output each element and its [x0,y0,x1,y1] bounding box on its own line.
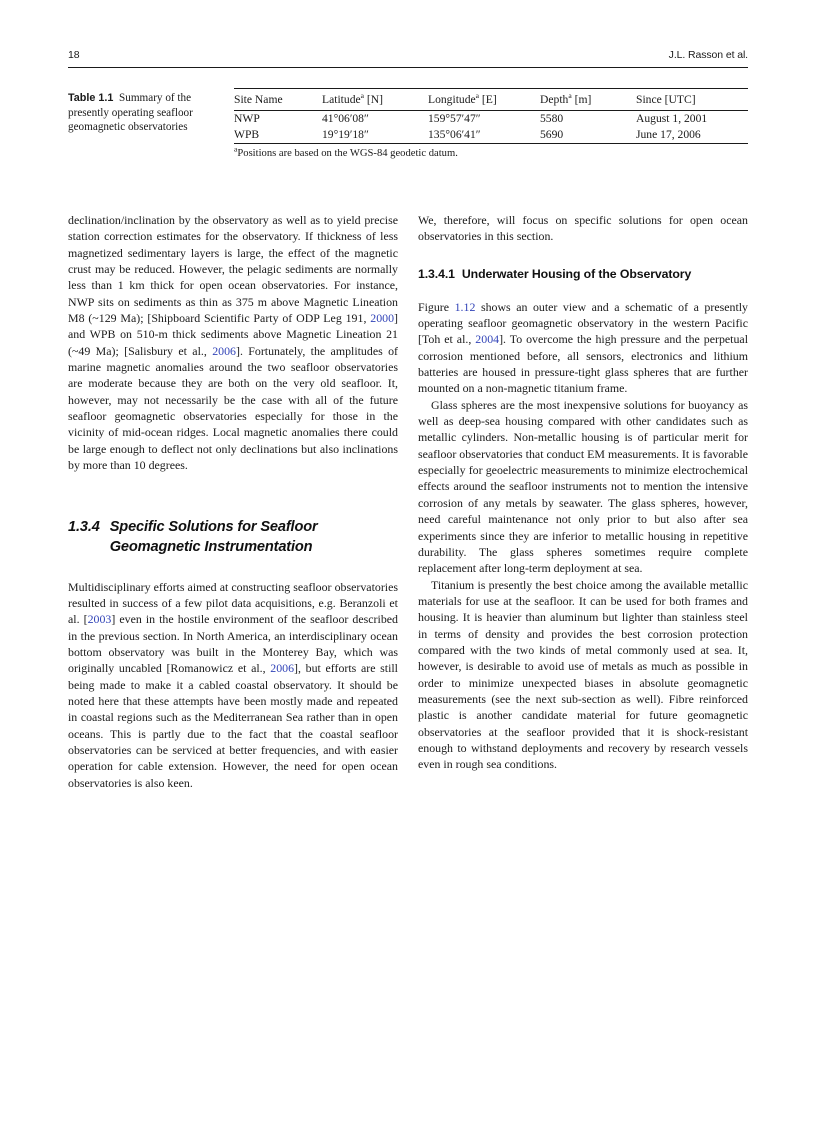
section-heading-1-3-4 [68,517,398,557]
cell-site-name: NWP [234,112,260,126]
citation-link-2003[interactable]: 2003 [87,612,112,627]
col-header-longitude: Longitude$^a$ [E] [428,90,497,106]
paragraph-glass-spheres: Glass spheres are the most inexpensive solutions for buoyancy as well as deep-sea housing compared with other candidates such as metallic cylinders. Non-metallic housing is of particular merit for seafloor observatories that conduct EM measurements. It is favorable especially for geoelectric measurements to minimize electrochemical effects around the seafloor instruments not to mention the intensive corrosion of any metals by seawater. The glass spheres, however, need careful maintenance not only prior to but also after sea experiments since they are inferior to metallic housing in repetitive durability. The glass spheres sometimes require complete replacement after long-term deployment at sea. [418,397,748,576]
table-row [234,127,748,143]
table-header-row [234,89,748,111]
subsection-number: 1.3.4.1 [418,266,455,281]
cell-latitude: 41°06′08″ [322,112,369,126]
footnote-marker-a: a [475,90,480,100]
section-number: 1.3.4 [68,518,100,535]
paragraph-titanium: Titanium is presently the best choice among the available metallic materials for use at the seafloor. It can be used for both frames and housing. It is heavier than aluminum but lighter than stainless steel in terms of density and provides the best corrosion protection compared with the two kinds of metal commonly used at sea. It, however, is desirable to avoid use of metals as much as possible in order to minimize unexpected biases in absolute geomagnetic measurements (see the next sub-section as well). Fibre reinforced plastic is another candidate material for future geomagnetic observatories at the seafloor provided that it is shock-resistant enough to withstand deployments and recovery by research vessels even in rough sea conditions. [418,577,748,772]
cell-latitude: 19°19′18″ [322,128,369,142]
section-title: Specific Solutions for Seafloor Geomagnetic Instrumentation [109,518,318,555]
table-body [234,110,748,143]
citation-link-2004[interactable]: 2004 [475,332,500,347]
paragraph-multidisciplinary: Multidisciplinary efforts aimed at constructing seafloor observatories resulted in success of a few pilot data acquisitions, e.g. Beranzoli et al. [2003] even in the hostile environment of the seafloor described in the previous section. In North America, an interdisciplinary ocean bottom observatory was built in the Monterey Bay, which was originally uncabled [Romanowicz et al., 2006], but efforts are still being made to make it a cabled coastal observatory. It should be noted here that these attempts have been mostly made and repeated in coastal regions such as the Mediterranean Sea rather than in open oceans. This is partly due to the fact that the coastal seafloor observatories can be serviced at better frequencies, and with easier operation for cable extension. However, the need for open ocean observatories is also keen. [68,579,398,790]
table-caption [68,91,220,135]
subsection-title: Underwater Housing of the Observatory [461,266,692,281]
spacer [68,474,398,517]
paragraph-we-therefore: We, therefore, will focus on specific solutions for open ocean observatories in this section. [418,213,748,244]
table-head [234,89,748,111]
running-head-rule [68,67,748,68]
cell-longitude: 135°06′41″ [428,128,481,142]
body-column-right [418,212,748,773]
running-head-authors: J.L. Rasson et al. [668,49,748,61]
table-caption-text: Summary of the presently operating seafloor geomagnetic observatories [68,92,193,134]
cell-site-name: WPB [234,128,260,142]
table-row [234,110,748,127]
table-caption-label: Table 1.1 [68,92,114,104]
col-header-depth: Depth$^a$ [m] [540,90,592,106]
table-footnote [234,144,748,160]
paragraph-declination: declination/inclination by the observatory as well as to yield precise station correction estimates for the observatory. If thickness of less magnetized sedimentary layers is large, the effect of the magnetic crust may be reduced. However, the pelagic sediments are normally less than 1 km thick for open ocean observatories. For instance, NWP sits on sediments as thin as 375 m above Magnetic Lineation M8 (~129 Ma); [Shipboard Scientific Party of ODP Leg 191, 2000] and WPB on 510-m thick sediments above Magnetic Lineation 21 (~49 Ma); [Salisbury et al., 2006]. Fortunately, the amplitudes of marine magnetic anomalies around the two seafloor observatories are moderate because they are both on the very old seafloor. It, however, may not necessarily be the case with all of the future seafloor geomagnetic observatories especially for those in the vicinity of mid-ocean ridges. Local magnetic anomalies there could be large enough to deflect not only declinations but also inclinations by more than 10 degrees. [68,213,398,473]
footnote-marker-a: a [234,144,238,154]
citation-link-2006[interactable]: 2006 [270,661,295,676]
subsection-heading-1-3-4-1 [418,266,748,282]
cell-since: August 1, 2001 [636,112,708,126]
col-header-since: Since [UTC] [636,92,696,106]
cell-since: June 17, 2006 [636,128,701,142]
cell-depth: 5690 [540,128,564,142]
page-number: 18 [68,49,80,61]
running-head [68,49,748,67]
cell-depth: 5580 [540,112,564,126]
figure-reference-link-1-12[interactable]: 1.12 [454,299,476,314]
cell-longitude: 159°57′47″ [428,112,481,126]
body-column-left [68,212,398,791]
spacer [68,557,398,579]
table-footnote-text: Positions are based on the WGS-84 geodetic datum. [237,147,458,159]
citation-link-2006[interactable]: 2006 [212,343,236,358]
footnote-marker-a: a [568,90,572,100]
spacer [418,245,748,266]
data-table-wrap [234,88,748,160]
citation-link-2000[interactable]: 2000 [370,311,395,326]
col-header-latitude: Latitude$^a$ [N] [322,90,384,106]
paragraph-figure-112: Figure 1.12 shows an outer view and a schematic of a presently operating seafloor geomagnetic observatory in the western Pacific [Toh et al., 2004]. To overcome the high pressure and the perpetual corrosion mentioned before, all sensors, electronics and lithium batteries are housed in pressure-tight glass spheres that are further mounted on a non-magnetic titanium frame. [418,299,748,396]
footnote-marker-a: a [360,90,365,100]
col-header-site-name: Site Name [234,92,283,106]
observatories-table [234,88,748,143]
spacer [418,282,748,299]
